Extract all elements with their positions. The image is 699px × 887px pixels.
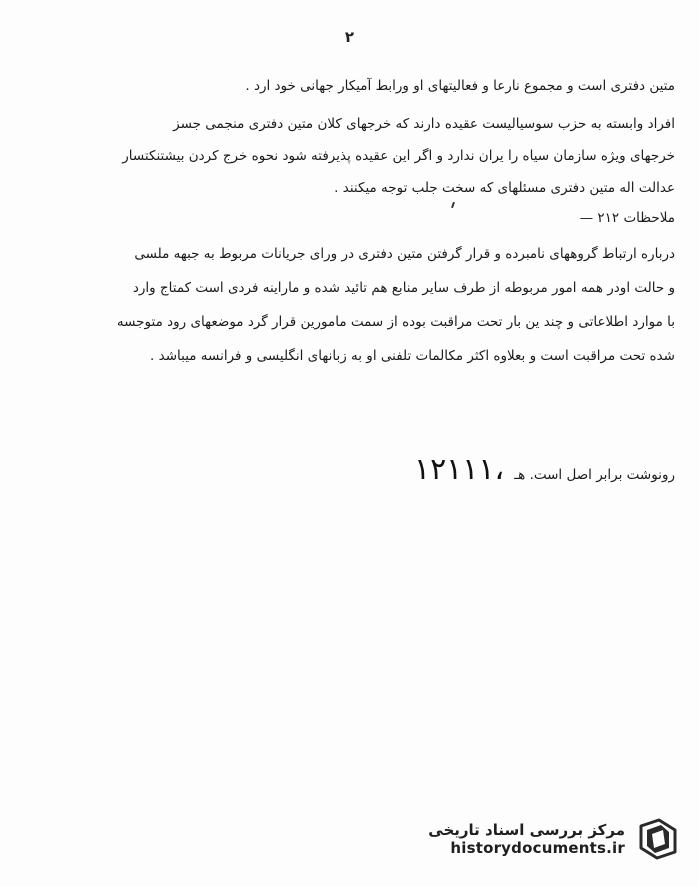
body-line-4: عدالت اله متین دفتری مسئلهای که سخت جلب توجه میکنند . <box>334 180 675 196</box>
body-line-9: شده تحت مراقبت است و بعلاوه اکثر مکالمات تلفنی او به زبانهای انگلیسی و فرانسه میباشد . <box>150 348 675 364</box>
certified-copy-note <box>414 452 675 487</box>
watermark-footer <box>428 816 681 862</box>
body-line-3: خرجهای ویژه سازمان سیاه را یران ندارد و اگر این عقیده پذیرفته شود نحوه خرج کردن بیشتنکتسار <box>122 148 675 164</box>
body-line-1: متین دفتری است و مجموع نارعا و فعالیتهای او ورابط آمیکار جهانی خود ارد . <box>245 78 675 94</box>
document-logo-icon <box>635 816 681 862</box>
footer-text <box>428 821 625 857</box>
body-line-2: افراد وابسته به حزب سوسیالیست عقیده دارند که خرجهای کلان متین دفتری منجمی جسز <box>173 116 675 132</box>
body-line-8: با موارد اطلاعاتی و چند ین بار تحت مراقبت بوده از سمت مامورین قرار گرد موضعهای رود متوجسه <box>116 314 675 330</box>
remarks-heading: ملاحظات ۲۱۲ — <box>579 210 675 226</box>
page-number: ۲ <box>344 28 355 46</box>
handwritten-number: ۱۲۱۱۱، <box>413 452 505 487</box>
body-line-7: و حالت اودر همه امور مربوطه از طرف سایر منابع هم تائید شده و ماراینه فردی است کمتاج وارد <box>132 280 675 296</box>
body-line-6: درباره ارتباط گروههای نامبرده و قرار گرفتن متین دفتری در ورای جریانات مربوط به جبهه ملسی <box>134 246 675 262</box>
footer-url[interactable]: historydocuments.ir <box>450 839 625 857</box>
certified-copy-label: رونوشت برابر اصل است. هـ <box>514 467 675 483</box>
footer-title: مرکز بررسی اسناد تاریخی <box>428 821 625 839</box>
